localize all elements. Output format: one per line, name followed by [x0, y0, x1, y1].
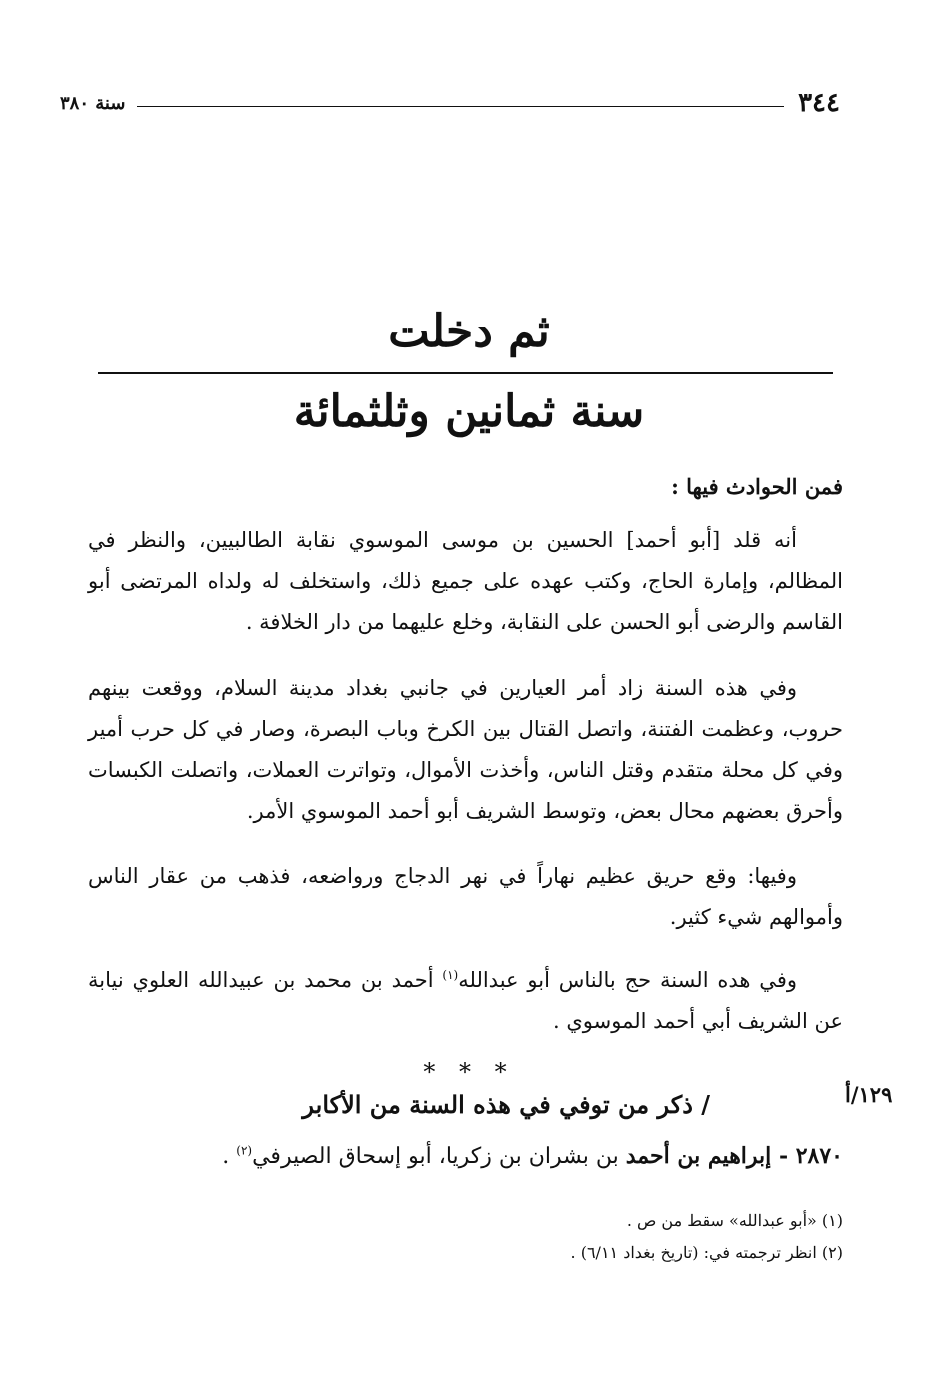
footnote-1: (١) «أبو عبدالله» سقط من ص . — [626, 1211, 843, 1230]
title-divider — [98, 372, 833, 374]
header-rule — [137, 106, 784, 107]
entry-head: ٢٨٧٠ - إبراهيم بن أحمد — [625, 1143, 843, 1169]
page-number: ٣٤٤ — [798, 88, 840, 118]
entry-end: . — [222, 1144, 237, 1169]
paragraph-4-part1: وفي هده السنة حج بالناس أبو عبدالله — [458, 968, 797, 992]
footnote-ref-1: (١) — [442, 968, 459, 982]
section-separator-stars: * * * — [423, 1058, 515, 1086]
running-year-label: سنة ٣٨٠ — [60, 92, 126, 114]
paragraph-4 — [88, 960, 843, 1042]
paragraph-3: وفيها: وقع حريق عظيم نهاراً في نهر الدجاج ورواضعه، فذهب من عقار الناس وأموالهم شيء كثير. — [88, 864, 843, 929]
biography-entry — [88, 1136, 843, 1177]
footnote-ref-2: (٢) — [236, 1143, 253, 1158]
events-intro: فمن الحوادث فيها : — [671, 474, 843, 499]
entry-text: بن بشران بن زكريا، أبو إسحاق الصيرفي — [252, 1144, 626, 1169]
running-head — [60, 86, 840, 120]
chapter-title-line1: ثم دخلت — [388, 306, 550, 357]
paragraph-1: أنه قلد [أبو أحمد] الحسين بن موسى الموسوي نقابة الطالبيين، والنظر في المظالم، وإمارة الحاج، وكتب عهده على جميع ذلك، واستخلف له ولداه المرتضى أبو القاسم والرضى أبو الحسن على النقابة، وخلع عليهما من دار الخلافة . — [88, 528, 843, 634]
footnote-2: (٢) انظر ترجمته في: (تاريخ بغداد ٦/١١) . — [570, 1243, 843, 1262]
paragraph-4-part2: أحمد بن محمد بن عبيدالله العلوي نيابة عن الشريف أبي أحمد الموسوي . — [88, 968, 843, 1033]
chapter-title-line2: سنة ثمانين وثلثمائة — [293, 386, 645, 437]
manuscript-folio-ref: ١٢٩/أ — [845, 1082, 893, 1107]
section-heading: / ذكر من توفي في هذه السنة من الأكابر — [302, 1090, 710, 1119]
paragraph-2: وفي هذه السنة زاد أمر العيارين في جانبي بغداد مدينة السلام، ووقعت بينهم حروب، وعظمت الفتنة، واتصل القتال بين الكرخ وباب البصرة، وصار في كل حرب أمير وفي كل محلة متقدم وقتل الناس، وأخذت الأموال، وتواترت العملات، واتصلت الكبسات وأحرق بعضهم محال بعض، وتوسط الشريف أبو أحمد الموسوي الأمر. — [88, 676, 843, 823]
footnotes — [88, 1205, 843, 1269]
